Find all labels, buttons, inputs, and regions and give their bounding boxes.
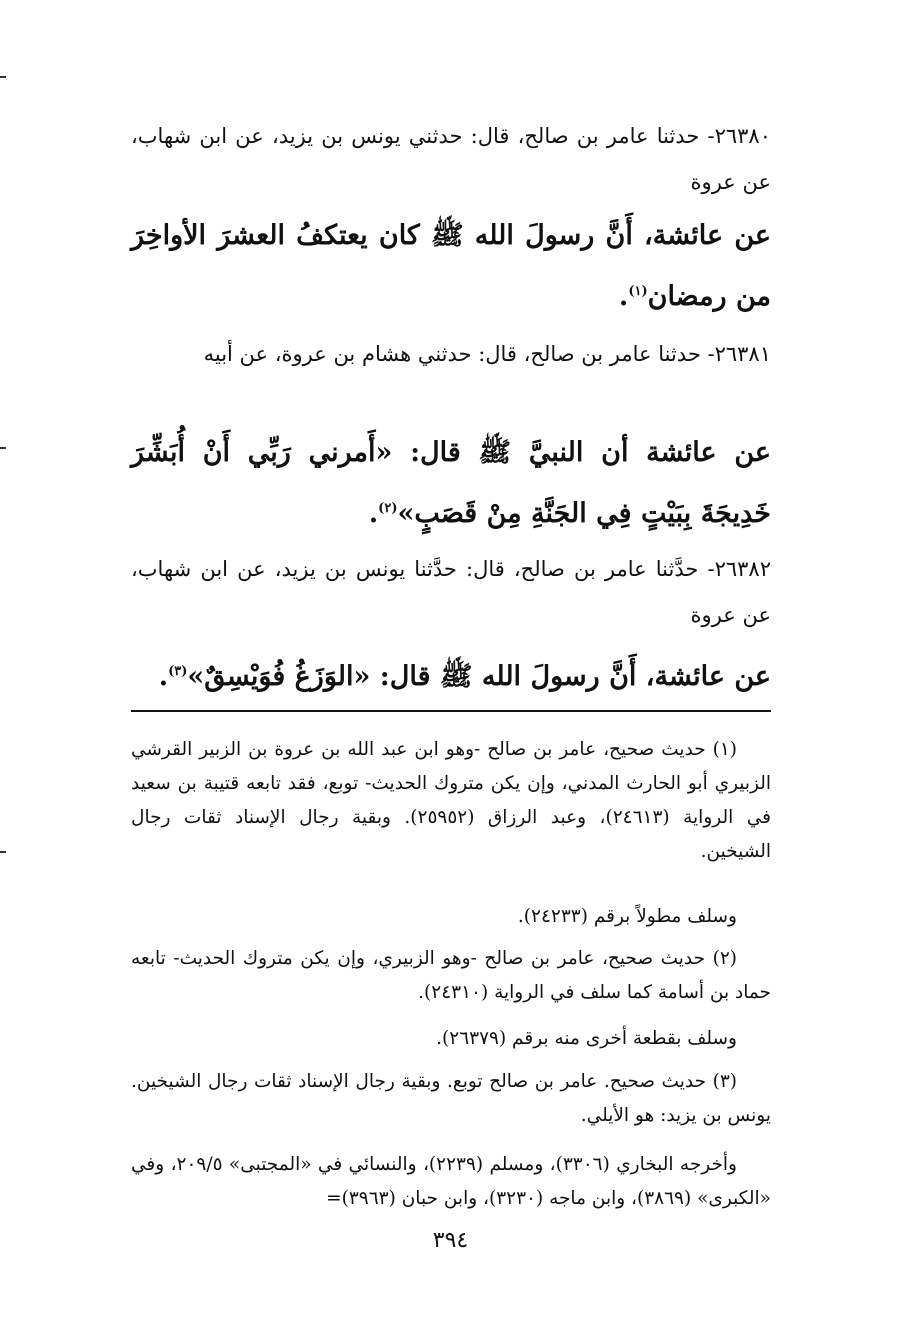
isnad-text: ٢٦٣٨١- حدثنا عامر بن صالح، قال: حدثني هشام بن عروة، عن أبيه [203,342,771,366]
margin-mark [0,851,6,853]
footnote-2-cross-ref: وسلف بقطعة أخرى منه برقم (٢٦٣٧٩). [436,1028,737,1049]
hadith-26381-isnad [131,331,771,377]
footnote-ref[interactable]: (١) [628,284,648,299]
hadith-26382-matn [131,644,771,705]
footnote-ref[interactable]: (٣) [168,664,188,679]
hadith-26382-isnad [131,546,771,638]
page-number: ٣٩٤ [432,1228,469,1253]
matn-text: عن عائشة، أَنَّ رسولَ الله ﷺ قال: «الوَزَغُ فُوَيْسِقٌ» [187,661,771,692]
footnote-2: (٢) حديث صحيح، عامر بن صالح -وهو الزبيري، وإن يكن متروك الحديث- تابعه حماد بن أسامة كما سلف في الرواية (٢٤٣١٠). [131,948,771,1003]
margin-mark [0,447,6,449]
footnote-3: (٣) حديث صحيح. عامر بن صالح توبع. وبقية رجال الإسناد ثقات رجال الشيخين. يونس بن يزيد: هو الأيلي. [131,1071,771,1126]
footnote-1: (١) حديث صحيح، عامر بن صالح -وهو ابن عبد الله بن عروة بن الزبير القرشي الزبيري أبو الحارث المدني، وإن يكن متروك الحديث- توبع، فقد تابعه قتيبة بن سعيد في الرواية (٢٤٦١٣)، وعبد الرزاق (٢٥٩٥٢). وبقية رجال الإسناد ثقات رجال الشيخين. [131,739,771,862]
hadith-26380-isnad [131,113,771,205]
end-mark: . [368,498,379,529]
footnote-ref[interactable]: (٢) [378,501,398,516]
isnad-text: ٢٦٣٨٠- حدثنا عامر بن صالح، قال: حدثني يونس بن يزيد، عن ابن شهاب، عن عروة [131,124,771,194]
matn-text: عن عائشة أن النبيَّ ﷺ قال: «أَمرني رَبِّي أَنْ أُبَشِّرَ خَدِيجَةَ بِبَيْتٍ فِي الجَنَّةِ مِنْ قَصَبٍ» [131,437,771,529]
footnote-1-cross-ref: وسلف مطولاً برقم (٢٤٢٣٣). [517,906,737,927]
isnad-text: ٢٦٣٨٢- حدَّثنا عامر بن صالح، قال: حدَّثنا يونس بن يزيد، عن ابن شهاب، عن عروة [131,557,771,627]
end-mark: . [618,281,629,312]
footnote-separator [131,710,771,712]
margin-mark [0,76,6,78]
hadith-26380-matn [131,208,771,325]
end-mark: . [158,661,169,692]
matn-text: عن عائشة، أَنَّ رسولَ الله ﷺ كان يعتكفُ العشرَ الأواخِرَ من رمضان [131,220,771,312]
hadith-26381-matn [131,425,771,542]
footnote-3-references: وأخرجه البخاري (٣٣٠٦)، ومسلم (٢٢٣٩)، والنسائي في «المجتبى» ٢٠٩/٥، وفي «الكبرى» (٣٨٦٩)، وابن ماجه (٣٢٣٠)، وابن حبان (٣٩٦٣)= [131,1154,771,1209]
